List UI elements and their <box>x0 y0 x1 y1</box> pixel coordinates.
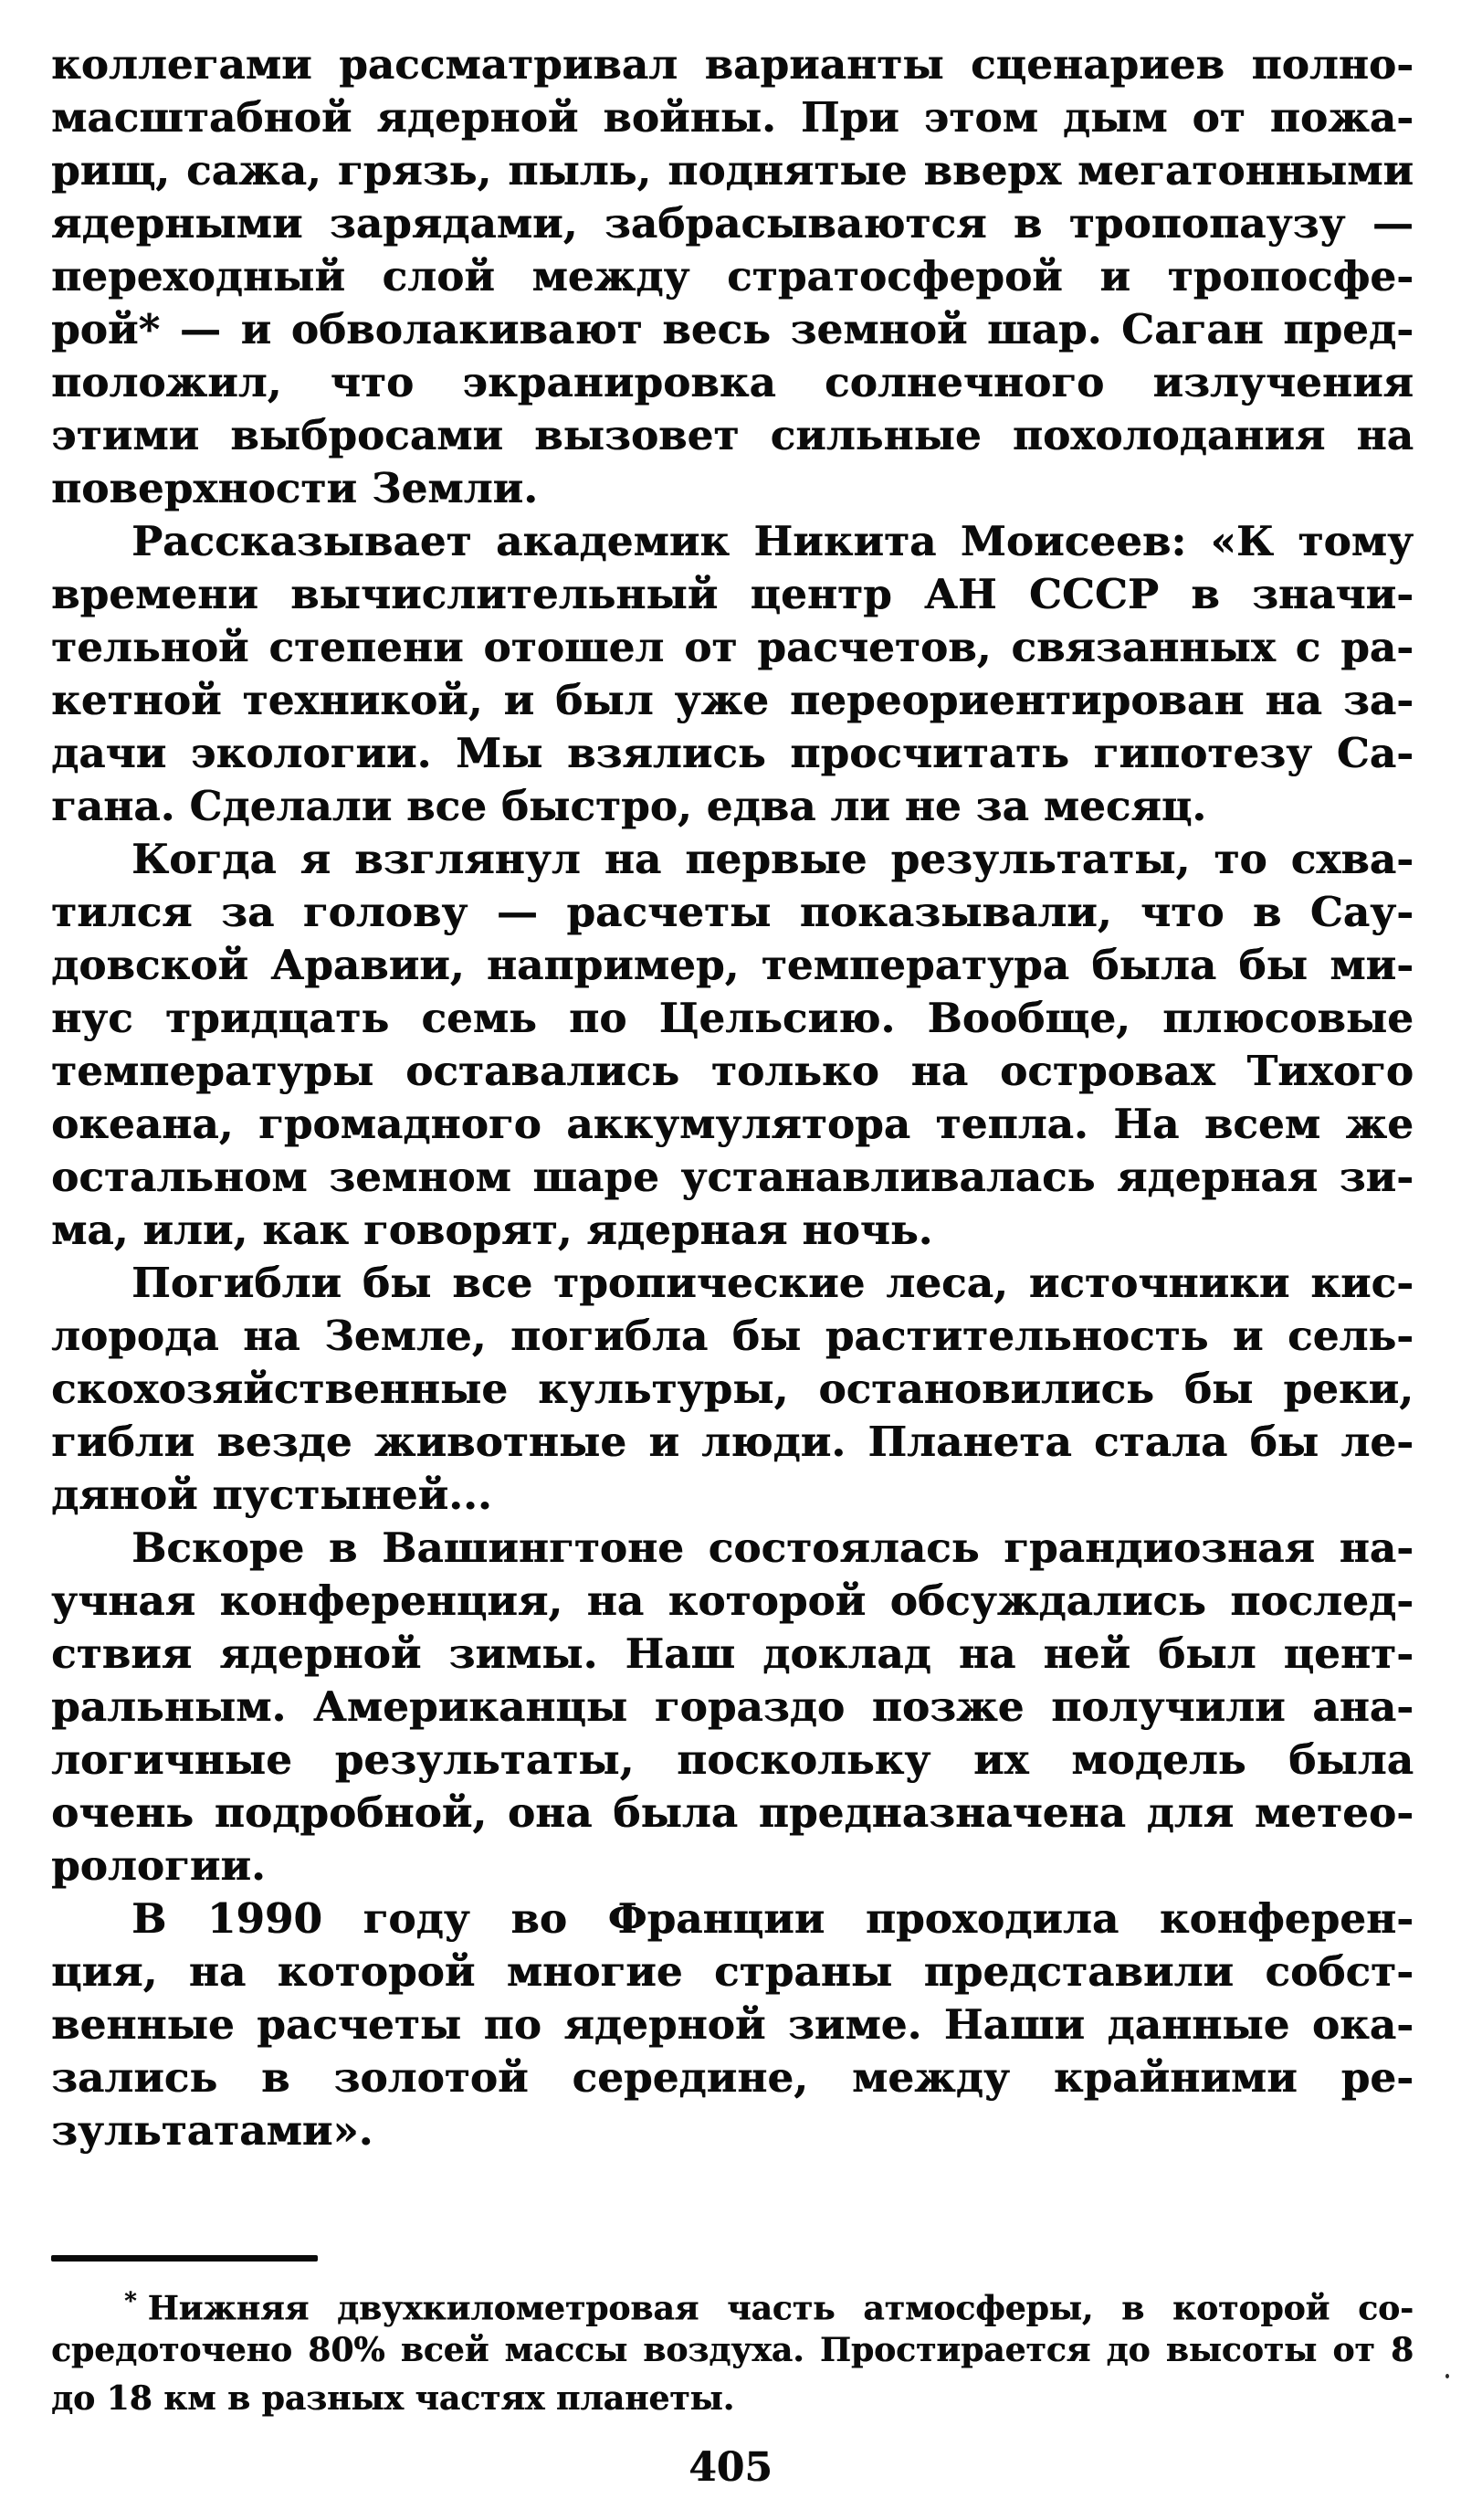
footnote <box>51 2278 1414 2423</box>
footnote-line: до 18 км в разных частях планеты. <box>51 2379 735 2418</box>
text-line: масштабной ядерной войны. При этом дым от пожа- <box>51 93 1414 142</box>
text-line: зались в золотой середине, между крайними ре- <box>51 2053 1414 2102</box>
text-line: В 1990 году во Франции проходила конферен- <box>131 1894 1414 1943</box>
text-line: океана, громадного аккумулятора тепла. На всем же <box>51 1100 1414 1148</box>
footnote-separator <box>51 2255 318 2262</box>
text-line: учная конференция, на которой обсуждались послед- <box>51 1576 1414 1625</box>
footnote-marker: * <box>124 2288 137 2315</box>
text-line: довской Аравии, например, температура была бы ми- <box>51 941 1414 989</box>
text-line: Когда я взглянул на первые результаты, то схва- <box>131 835 1414 883</box>
text-line: тился за голову — расчеты показывали, что в Сау- <box>51 888 1414 936</box>
text-line: венные расчеты по ядерной зиме. Наши данные ока- <box>51 2000 1414 2049</box>
text-line: положил, что экранировка солнечного излучения <box>51 358 1414 406</box>
text-line: остальном земном шаре устанавливалась ядерная зи- <box>51 1153 1414 1201</box>
text-line: Погибли бы все тропические леса, источники кис- <box>131 1259 1414 1307</box>
text-line: дяной пустыней... <box>51 1471 492 1519</box>
footnote-line-text: Нижняя двухкилометровая часть атмосферы, в которой со- <box>147 2289 1414 2328</box>
text-line: очень подробной, она была предназначена для метео- <box>51 1788 1414 1837</box>
footnote-line: средоточено 80% всей массы воздуха. Простирается до высоты от 8 <box>51 2331 1414 2369</box>
text-line: этими выбросами вызовет сильные похолодания на <box>51 411 1414 459</box>
scan-speck <box>1445 2374 1449 2378</box>
text-line: ма, или, как говорят, ядерная ночь. <box>51 1206 933 1254</box>
body-text-column <box>51 38 1414 2157</box>
text-line: лорода на Земле, погибла бы растительность и сель- <box>51 1312 1414 1360</box>
text-line: скохозяйственные культуры, остановились бы реки, <box>51 1365 1414 1413</box>
text-line: рищ, сажа, грязь, пыль, поднятые вверх мегатонными <box>51 146 1414 195</box>
page-number: 405 <box>688 2444 773 2491</box>
text-line: гана. Сделали все быстро, едва ли не за месяц. <box>51 782 1207 830</box>
text-line: поверхности Земли. <box>51 464 538 512</box>
text-line: времени вычислительный центр АН СССР в значи- <box>51 570 1414 618</box>
text-line: кетной техникой, и был уже переориентирован на за- <box>51 676 1414 724</box>
footnote-line <box>51 2278 1414 2326</box>
text-line: Вскоре в Вашингтоне состоялась грандиозная на- <box>131 1524 1414 1572</box>
text-line: рологии. <box>51 1841 266 1890</box>
text-line: ция, на которой многие страны представили собст- <box>51 1947 1414 1996</box>
text-line: зультатами». <box>51 2106 373 2155</box>
text-line: Рассказывает академик Никита Моисеев: «К тому <box>131 517 1414 565</box>
text-line: температуры оставались только на островах Тихого <box>51 1047 1414 1095</box>
text-line: логичные результаты, поскольку их модель была <box>51 1735 1414 1784</box>
text-line: тельной степени отошел от расчетов, связанных с ра- <box>51 623 1414 671</box>
text-line: переходный слой между стратосферой и тропосфе- <box>51 252 1414 301</box>
text-line: ядерными зарядами, забрасываются в тропопаузу — <box>51 199 1414 248</box>
text-line: ствия ядерной зимы. Наш доклад на ней был цент- <box>51 1629 1414 1678</box>
text-line: коллегами рассматривал варианты сценариев полно- <box>51 40 1414 89</box>
text-line: ральным. Американцы гораздо позже получили ана- <box>51 1682 1414 1731</box>
text-line: нус тридцать семь по Цельсию. Вообще, плюсовые <box>51 994 1414 1042</box>
text-line: рой* — и обволакивают весь земной шар. Саган пред- <box>51 305 1414 353</box>
text-line: дачи экологии. Мы взялись просчитать гипотезу Са- <box>51 729 1414 777</box>
text-line: гибли везде животные и люди. Планета стала бы ле- <box>51 1418 1414 1466</box>
